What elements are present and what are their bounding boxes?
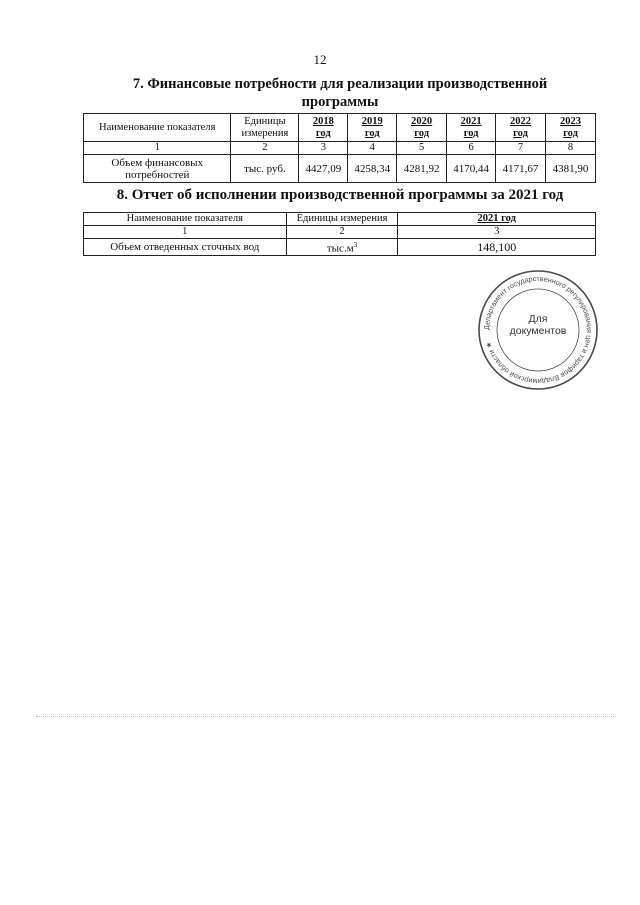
row-unit: тыс. руб. [231, 155, 299, 183]
value-2019: 4258,34 [348, 155, 397, 183]
value-2018: 4427,09 [299, 155, 348, 183]
header-indicator-name: Наименование показателя [84, 213, 287, 226]
table-row [84, 239, 596, 256]
header-year-2023: 2023 год [546, 114, 596, 142]
section-7-title-line1: 7. Финансовые потребности для реализации производственной [132, 76, 548, 92]
header-year-2019: 2019 год [348, 114, 397, 142]
header-year-2018: 2018 год [299, 114, 348, 142]
row-value: 148,100 [398, 239, 596, 256]
program-report-table [83, 212, 596, 256]
numbering-row: 1 2 3 4 5 6 7 8 [84, 142, 596, 155]
value-2023: 4381,90 [546, 155, 596, 183]
stamp-center-line2: документов [509, 325, 567, 337]
stamp-center-text [476, 313, 600, 337]
table-header-row [84, 213, 596, 226]
header-unit-line1: Единицы [244, 115, 286, 127]
value-2021: 4170,44 [447, 155, 496, 183]
stamp-center-line1: Для [528, 313, 548, 325]
table-row [84, 155, 596, 183]
row-unit: $тыс.м^3$ [286, 239, 398, 256]
header-unit-line2: измерения [241, 127, 289, 139]
scan-artifact-line [36, 716, 616, 717]
value-2020: 4281,92 [397, 155, 447, 183]
table-header-row [84, 114, 596, 142]
stamp-ring-text: Департамент государственного регулирования цен и тарифов Владимирской области ★ [481, 273, 595, 387]
row-indicator-name: Объем финансовых потребностей [84, 155, 231, 183]
header-unit [231, 114, 299, 142]
section-8-title: 8. Отчет об исполнении производственной программы за 2021 год [116, 187, 564, 203]
financial-needs-table [83, 113, 596, 183]
page-number: 12 [313, 52, 327, 67]
header-unit: Единицы измерения [286, 213, 398, 226]
header-year-2022: 2022 год [496, 114, 546, 142]
header-indicator-name: Наименование показателя [84, 114, 231, 142]
section-7-title-line2: программы [301, 94, 379, 110]
header-year-2021: 2021 год [398, 213, 596, 226]
numbering-row: 1 2 3 [84, 226, 596, 239]
value-2022: 4171,67 [496, 155, 546, 183]
section-7-title [70, 75, 610, 111]
row-indicator-name: Объем отведенных сточных вод [84, 239, 287, 256]
header-year-2021: 2021 год [447, 114, 496, 142]
header-year-2020: 2020 год [397, 114, 447, 142]
